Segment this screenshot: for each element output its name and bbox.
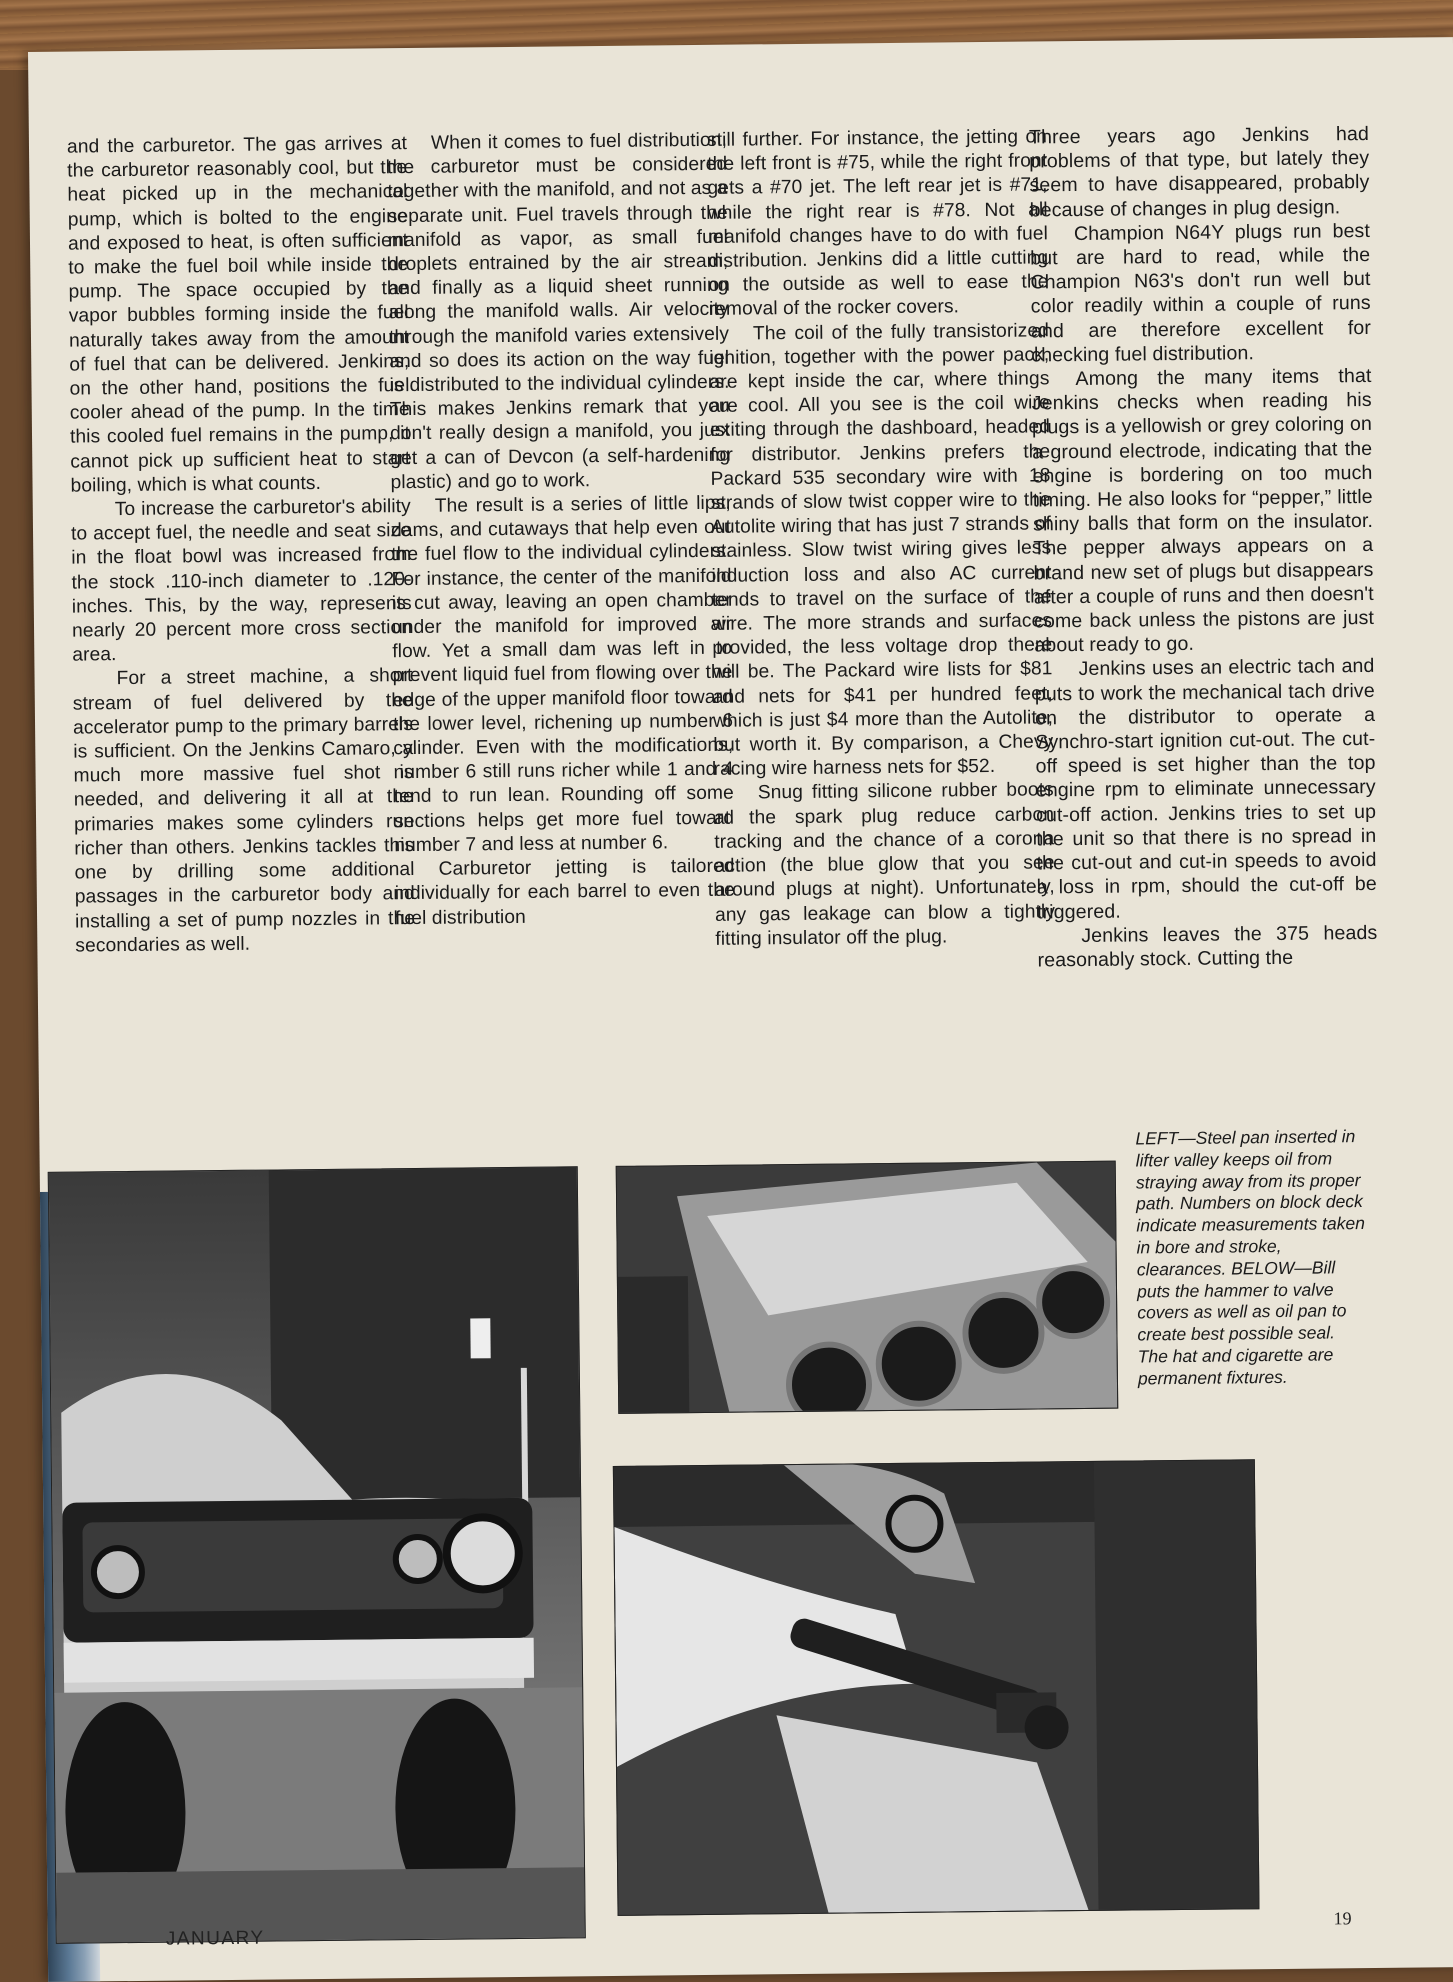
paragraph: For a street machine, a short stream of fuel delivered by the accelerator pump to the primary barrels is sufficient. On the Jenkins Camaro, a much more massive fuel shot is needed, and delivering it all at the primaries makes some cylinders run richer than others. Jenkins tackles this one by drilling some additional passages in the carburetor body and installing a set of pump nozzles in the secondaries as well. bbox=[72, 665, 416, 957]
paragraph: Champion N64Y plugs run best but are hard to read, while the Champion N63's don't run well but color readily within a couple of runs and are therefore excellent for checking fuel distribution. bbox=[1030, 219, 1372, 367]
paragraph: When it comes to fuel distribution, the carburetor must be considered together with the manifold, and not as a separate unit. Fuel travels through the manifold as vapor, as small fuel droplets entrained by the air stream, and finally as a liquid sheet running along the manifold walls. Air velocity through the manifold varies extensively and so does its action on the way fuel is distributed to the individual cylinders. This makes Jenkins remark that you don't really design a manifold, you just get a can of Devcon (a self-hardening plastic) and go to work. bbox=[387, 129, 731, 494]
paragraph: To increase the carburetor's ability to accept fuel, the needle and seat size in the float bowl was increased from the stock .110-inch diameter to .120-inches. This, by the way, represents nearly 20 percent more cross section area. bbox=[70, 496, 413, 666]
engine-block-photo bbox=[616, 1161, 1119, 1414]
footer-month: JANUARY bbox=[165, 1927, 265, 1950]
paragraph: and the carburetor. The gas arrives at the carburetor reasonably cool, but the heat picked up in the mechanical pump, which is bolted to the engine and exposed to heat, is often sufficient to make the fuel boil while inside the pump. The space occupied by the vapor bubbles forming inside the fuel naturally takes away from the amount of fuel that can be delivered. Jenkins, on the other hand, positions the fuel cooler ahead of the pump. In the time this cooled fuel remains in the pump, it cannot pick up sufficient heat to start boiling, which is what counts. bbox=[66, 133, 411, 497]
text-column-4 bbox=[1029, 122, 1378, 973]
text-column-3 bbox=[707, 125, 1056, 951]
text-column-2 bbox=[387, 129, 735, 931]
hammer-work-photo bbox=[613, 1459, 1260, 1916]
paragraph: The result is a series of little lips, dams, and cutaways that help even out the fuel flow to the individual cylinders. For instance, the center of the manifold is cut away, leaving an open chamber under the manifold for improved air flow. Yet a small dam was left in to prevent liquid fuel from flowing over the edge of the upper manifold floor toward the lower level, richening up number 6 cylinder. Even with the modifications, number 6 still runs richer while 1 and 4 tend to run lean. Rounding off some sections helps get more fuel toward number 7 and less at number 6. bbox=[390, 492, 735, 857]
paragraph: Snug fitting silicone rubber boots at the spark plug reduce carbon tracking and the chance of a corona action (the blue glow that you see around plugs at night). Unfortunately, any gas leakage can blow a tightly fitting insulator off the plug. bbox=[713, 779, 1056, 950]
paragraph: still further. For instance, the jetting on the left front is #75, while the right front gets a #70 jet. The left rear jet is #71, while the right rear is #78. Not all manifold changes have to do with fuel distribution. Jenkins did a little cutting on the outside as well to ease the removal of the rocker covers. bbox=[706, 126, 1049, 321]
paragraph: The coil of the fully transistorized ignition, together with the power pack, are kept inside the car, where things are cool. All you see is the coil wire exiting through the dashboard, headed for distributor. Jenkins prefers the Packard 535 secondary wire with 18 strands of slow twist copper wire to the Autolite wiring that has just 7 strands of stainless. Slow twist wiring gives less induction loss and also AC current tends to travel on the surface of the wire. The more strands and surfaces provided, the less voltage drop there will be. The Packard wire lists for $81 and nets for $41 per hundred feet, which is just $4 more than the Autolite, but worth it. By comparison, a Chevy racing wire harness nets for $52. bbox=[709, 319, 1054, 781]
photo-caption: LEFT—Steel pan inserted in lifter valley keeps oil from straying away from its proper path. Numbers on block deck indicate measurements taken in bore and stroke, clearances. BELOW—Bill puts the hammer to valve covers as well as oil pan to create best possible seal. The hat and cigarette are permanent fixtures. bbox=[1135, 1126, 1366, 1389]
magazine-page bbox=[28, 37, 1453, 1982]
paragraph: Carburetor jetting is tailored individually for each barrel to even the fuel distribution bbox=[394, 855, 735, 929]
paragraph: Jenkins uses an electric tach and puts to work the mechanical tach drive on the distributor to operate a Synchro-start ignition cut-out. The cut-off speed is set higher than the top engine rpm to eliminate unnecessary cut-off action. Jenkins tries to set up the unit so that there is no spread in the cut-out and cut-in speeds to avoid a loss in rpm, should the cut-off be triggered. bbox=[1034, 655, 1377, 923]
paragraph: Three years ago Jenkins had problems of that type, but lately they seem to have disappeared, probably because of changes in plug design. bbox=[1028, 122, 1370, 222]
car-front-photo bbox=[48, 1166, 586, 1944]
text-column-1 bbox=[67, 132, 416, 958]
page-number: 19 bbox=[1333, 1908, 1352, 1929]
hammer-work-illustration bbox=[614, 1460, 1259, 1915]
car-front-illustration bbox=[49, 1167, 585, 1942]
paragraph: Among the many items that Jenkins checks when reading his plugs is a yellowish or grey coloring on a ground electrode, indicating that the engine is bordering on too much timing. He also looks for “pepper,” little shiny balls that form on the insulator. The pepper always appears on a brand new set of plugs but disappears after a couple of runs and then doesn't come back unless the pistons are just about ready to go. bbox=[1031, 364, 1375, 657]
engine-block-illustration bbox=[617, 1162, 1118, 1413]
paragraph: Jenkins leaves the 375 heads reasonably stock. Cutting the bbox=[1037, 921, 1378, 972]
